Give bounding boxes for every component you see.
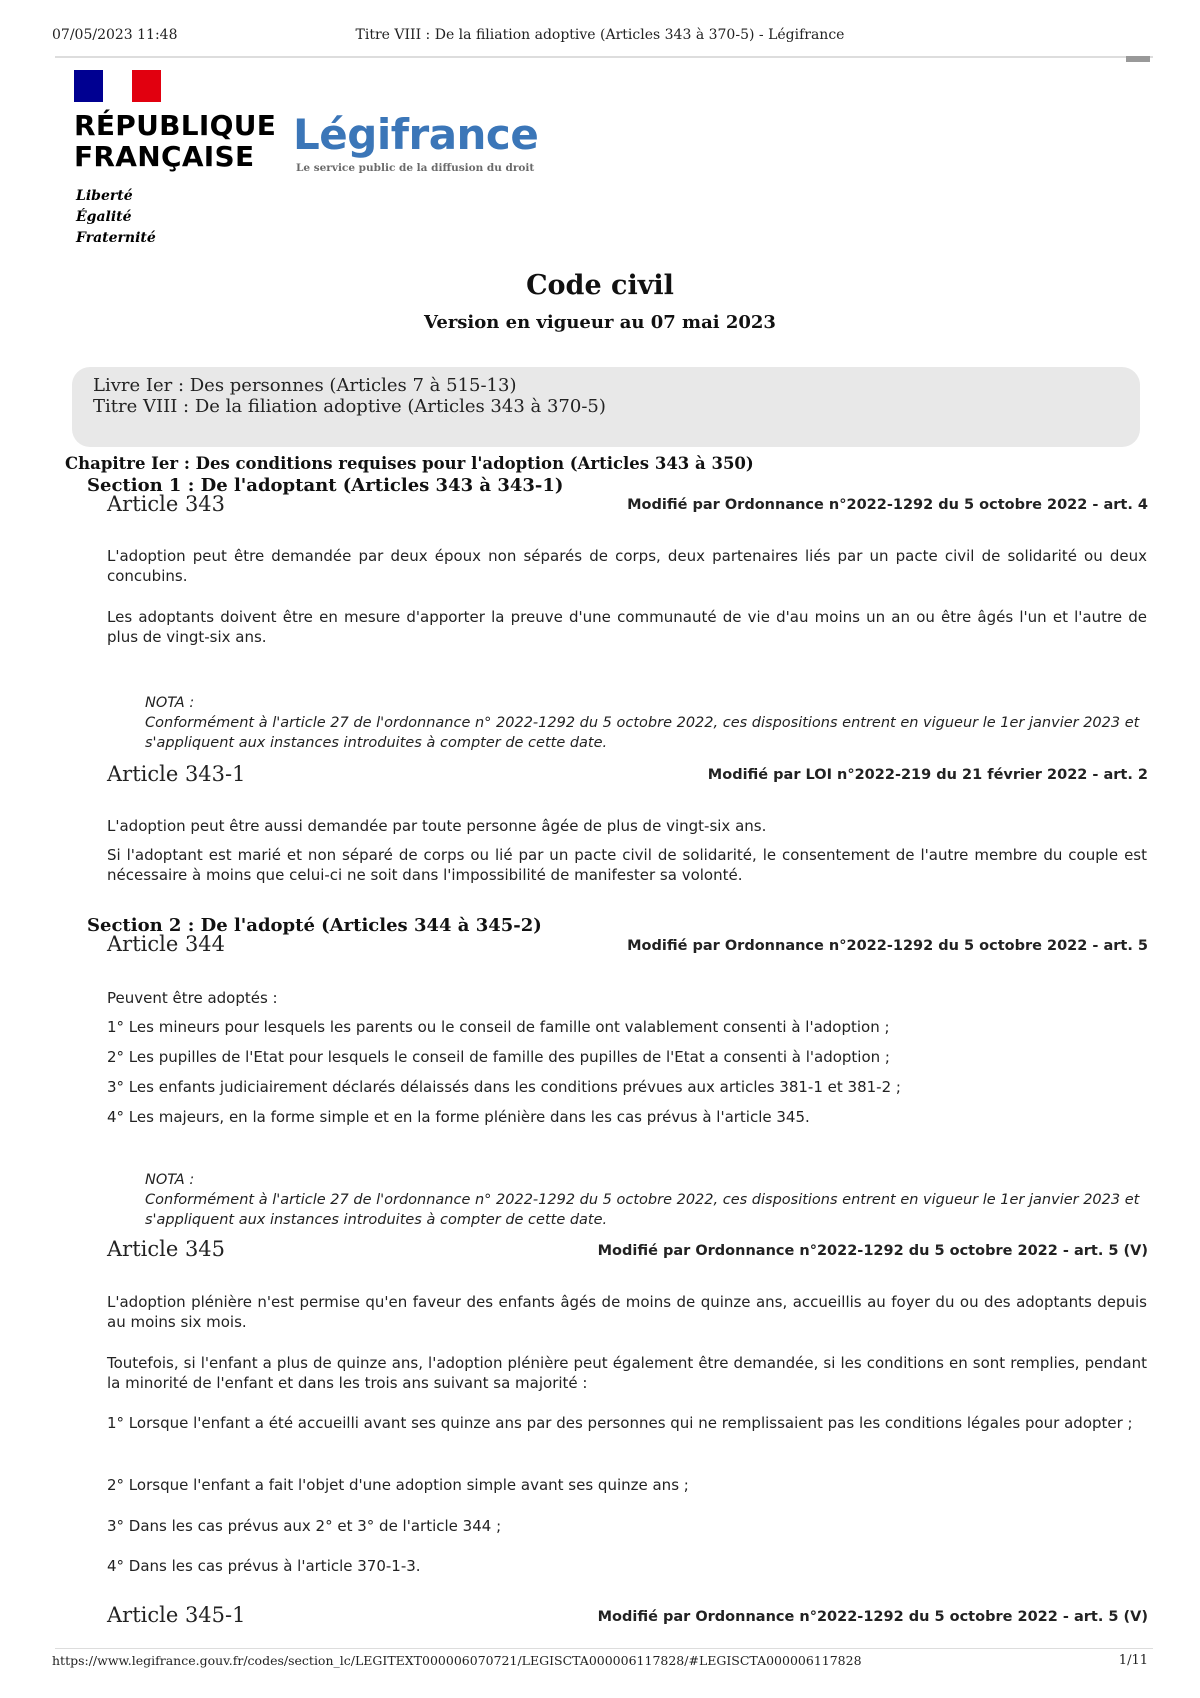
marianne-flag-logo bbox=[74, 70, 161, 102]
document-version: Version en vigueur au 07 mai 2023 bbox=[424, 312, 776, 333]
nota-text: Conformément à l'article 27 de l'ordonnance n° 2022-1292 du 5 octobre 2022, ces dispositions entrent en vigueur le 1er janvier 2023 et s'appliquent aux instances introduites à compter de cette date. bbox=[145, 1192, 1140, 1228]
article-list-item: 3° Dans les cas prévus aux 2° et 3° de l'article 344 ; bbox=[107, 1517, 502, 1535]
article-paragraph: Peuvent être adoptés : bbox=[107, 989, 278, 1007]
article-paragraph: L'adoption peut être demandée par deux époux non séparés de corps, deux partenaires liés par un pacte civil de solidarité ou deux concubins. bbox=[107, 547, 1147, 585]
flag-blue-stripe bbox=[74, 70, 103, 102]
article-modification-link[interactable]: Modifié par LOI n°2022-219 du 21 février 2022 - art. 2 bbox=[707, 767, 1148, 783]
article-list-item: 4° Dans les cas prévus à l'article 370-1-3. bbox=[107, 1557, 421, 1575]
document-title: Code civil bbox=[526, 270, 674, 301]
chapter-heading: Chapitre Ier : Des conditions requises pour l'adoption (Articles 343 à 350) bbox=[65, 454, 754, 473]
republique-francaise-logo-text: RÉPUBLIQUE FRANÇAISE bbox=[74, 109, 277, 173]
article-modification-link[interactable]: Modifié par Ordonnance n°2022-1292 du 5 octobre 2022 - art. 4 bbox=[627, 497, 1148, 513]
article-paragraph: Si l'adoptant est marié et non séparé de corps ou lié par un pacte civil de solidarité, le consentement de l'autre membre du couple est nécessaire à moins que celui-ci ne soit dans l'impossibilité de manifester sa volonté. bbox=[107, 846, 1147, 884]
flag-white-stripe bbox=[103, 70, 132, 102]
article-modification-link[interactable]: Modifié par Ordonnance n°2022-1292 du 5 octobre 2022 - art. 5 (V) bbox=[597, 1609, 1148, 1625]
article-paragraph: Les adoptants doivent être en mesure d'apporter la preuve d'une communauté de vie d'au moins un an ou être âgés l'un et l'autre de plus de vingt-six ans. bbox=[107, 608, 1147, 646]
article-title: Article 343 bbox=[107, 492, 226, 516]
page-number: 1/11 bbox=[1118, 1653, 1148, 1668]
nota-text: Conformément à l'article 27 de l'ordonnance n° 2022-1292 du 5 octobre 2022, ces dispositions entrent en vigueur le 1er janvier 2023 et s'appliquent aux instances introduites à compter de cette date. bbox=[145, 715, 1140, 751]
section-heading: Section 1 : De l'adoptant (Articles 343 à 343-1) bbox=[87, 475, 564, 496]
article-paragraph: L'adoption peut être aussi demandée par toute personne âgée de plus de vingt-six ans. bbox=[107, 817, 767, 835]
flag-red-stripe bbox=[132, 70, 161, 102]
article-paragraph: L'adoption plénière n'est permise qu'en faveur des enfants âgés de moins de quinze ans, accueillis au foyer du ou des adoptants depuis au moins six mois. bbox=[107, 1293, 1147, 1331]
article-title: Article 344 bbox=[107, 932, 226, 956]
article-title: Article 343-1 bbox=[107, 762, 246, 786]
print-url: https://www.legifrance.gouv.fr/codes/section_lc/LEGITEXT000006070721/LEGISCTA000006117828/#LEGISCTA000006117828 bbox=[52, 1653, 862, 1668]
article-title: Article 345 bbox=[107, 1237, 226, 1261]
article-list-item: 1° Les mineurs pour lesquels les parents ou le conseil de famille ont valablement consenti à l'adoption ; bbox=[107, 1018, 890, 1036]
article-list-item: 2° Les pupilles de l'Etat pour lesquels le conseil de famille des pupilles de l'Etat a consenti à l'adoption ; bbox=[107, 1048, 890, 1066]
republic-motto: Liberté Égalité Fraternité bbox=[76, 188, 156, 246]
nota-label: NOTA : bbox=[145, 1172, 195, 1188]
breadcrumb-livre[interactable]: Livre Ier : Des personnes (Articles 7 à 515-13) bbox=[93, 375, 517, 396]
print-datetime: 07/05/2023 11:48 bbox=[52, 27, 178, 43]
legifrance-logo[interactable]: Légifrance bbox=[293, 110, 539, 159]
breadcrumb-titre[interactable]: Titre VIII : De la filiation adoptive (Articles 343 à 370-5) bbox=[93, 396, 606, 417]
legifrance-tagline: Le service public de la diffusion du droit bbox=[296, 162, 535, 174]
section-heading: Section 2 : De l'adopté (Articles 344 à 345-2) bbox=[87, 915, 542, 936]
print-page-title: Titre VIII : De la filiation adoptive (Articles 343 à 370-5) - Légifrance bbox=[355, 27, 845, 43]
article-paragraph: Toutefois, si l'enfant a plus de quinze ans, l'adoption plénière peut également être demandée, si les conditions en sont remplies, pendant la minorité de l'enfant et dans les trois ans suivant sa majorité : bbox=[107, 1354, 1147, 1392]
article-list-item: 2° Lorsque l'enfant a fait l'objet d'une adoption simple avant ses quinze ans ; bbox=[107, 1476, 689, 1494]
article-list-item: 1° Lorsque l'enfant a été accueilli avant ses quinze ans par des personnes qui ne remplissaient pas les conditions légales pour adopter ; bbox=[107, 1414, 1133, 1432]
corner-mark bbox=[1126, 56, 1150, 62]
article-modification-link[interactable]: Modifié par Ordonnance n°2022-1292 du 5 octobre 2022 - art. 5 bbox=[627, 938, 1148, 954]
footer-divider bbox=[55, 1648, 1153, 1649]
article-list-item: 4° Les majeurs, en la forme simple et en la forme plénière dans les cas prévus à l'article 345. bbox=[107, 1108, 810, 1126]
article-title: Article 345-1 bbox=[107, 1603, 246, 1627]
header-divider bbox=[55, 56, 1153, 58]
article-modification-link[interactable]: Modifié par Ordonnance n°2022-1292 du 5 octobre 2022 - art. 5 (V) bbox=[597, 1243, 1148, 1259]
article-list-item: 3° Les enfants judiciairement déclarés délaissés dans les conditions prévues aux articles 381-1 et 381-2 ; bbox=[107, 1078, 901, 1096]
nota-label: NOTA : bbox=[145, 695, 195, 711]
